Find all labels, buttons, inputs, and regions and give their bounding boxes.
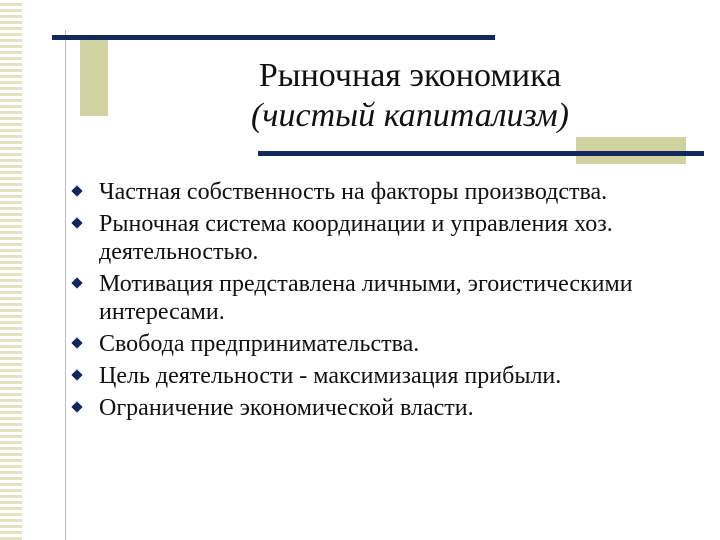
striped-margin bbox=[0, 0, 22, 540]
decor-tan-block-top bbox=[80, 40, 108, 116]
diamond-bullet-icon bbox=[71, 217, 82, 228]
bullet-item bbox=[73, 178, 713, 206]
title-bottom-rule bbox=[258, 151, 704, 156]
bullet-text: Частная собственность на факторы производства. bbox=[99, 179, 608, 205]
bullet-text: Рыночная система координации и управления хоз. деятельностью. bbox=[99, 211, 613, 265]
bullet-item bbox=[73, 394, 713, 422]
bullet-text: Мотивация представлена личными, эгоистическими интересами. bbox=[99, 271, 633, 325]
diamond-bullet-icon bbox=[71, 337, 82, 348]
bullet-text: Ограничение экономической власти. bbox=[99, 395, 474, 421]
slide-title-line1: Рыночная экономика bbox=[258, 57, 562, 94]
bullet-item bbox=[73, 210, 713, 266]
title-top-rule bbox=[52, 35, 495, 40]
diamond-bullet-icon bbox=[71, 369, 82, 380]
slide-title bbox=[160, 56, 660, 136]
bullet-list bbox=[73, 178, 713, 426]
slide-title-line2: (чистый капитализм) bbox=[250, 97, 569, 134]
bullet-text: Цель деятельности - максимизация прибыли. bbox=[99, 363, 562, 389]
diamond-bullet-icon bbox=[71, 185, 82, 196]
diamond-bullet-icon bbox=[71, 277, 82, 288]
frame-vertical-line bbox=[65, 30, 66, 540]
bullet-item bbox=[73, 270, 713, 326]
bullet-item bbox=[73, 330, 713, 358]
diamond-bullet-icon bbox=[71, 401, 82, 412]
bullet-text: Свобода предпринимательства. bbox=[99, 331, 420, 357]
bullet-item bbox=[73, 362, 713, 390]
